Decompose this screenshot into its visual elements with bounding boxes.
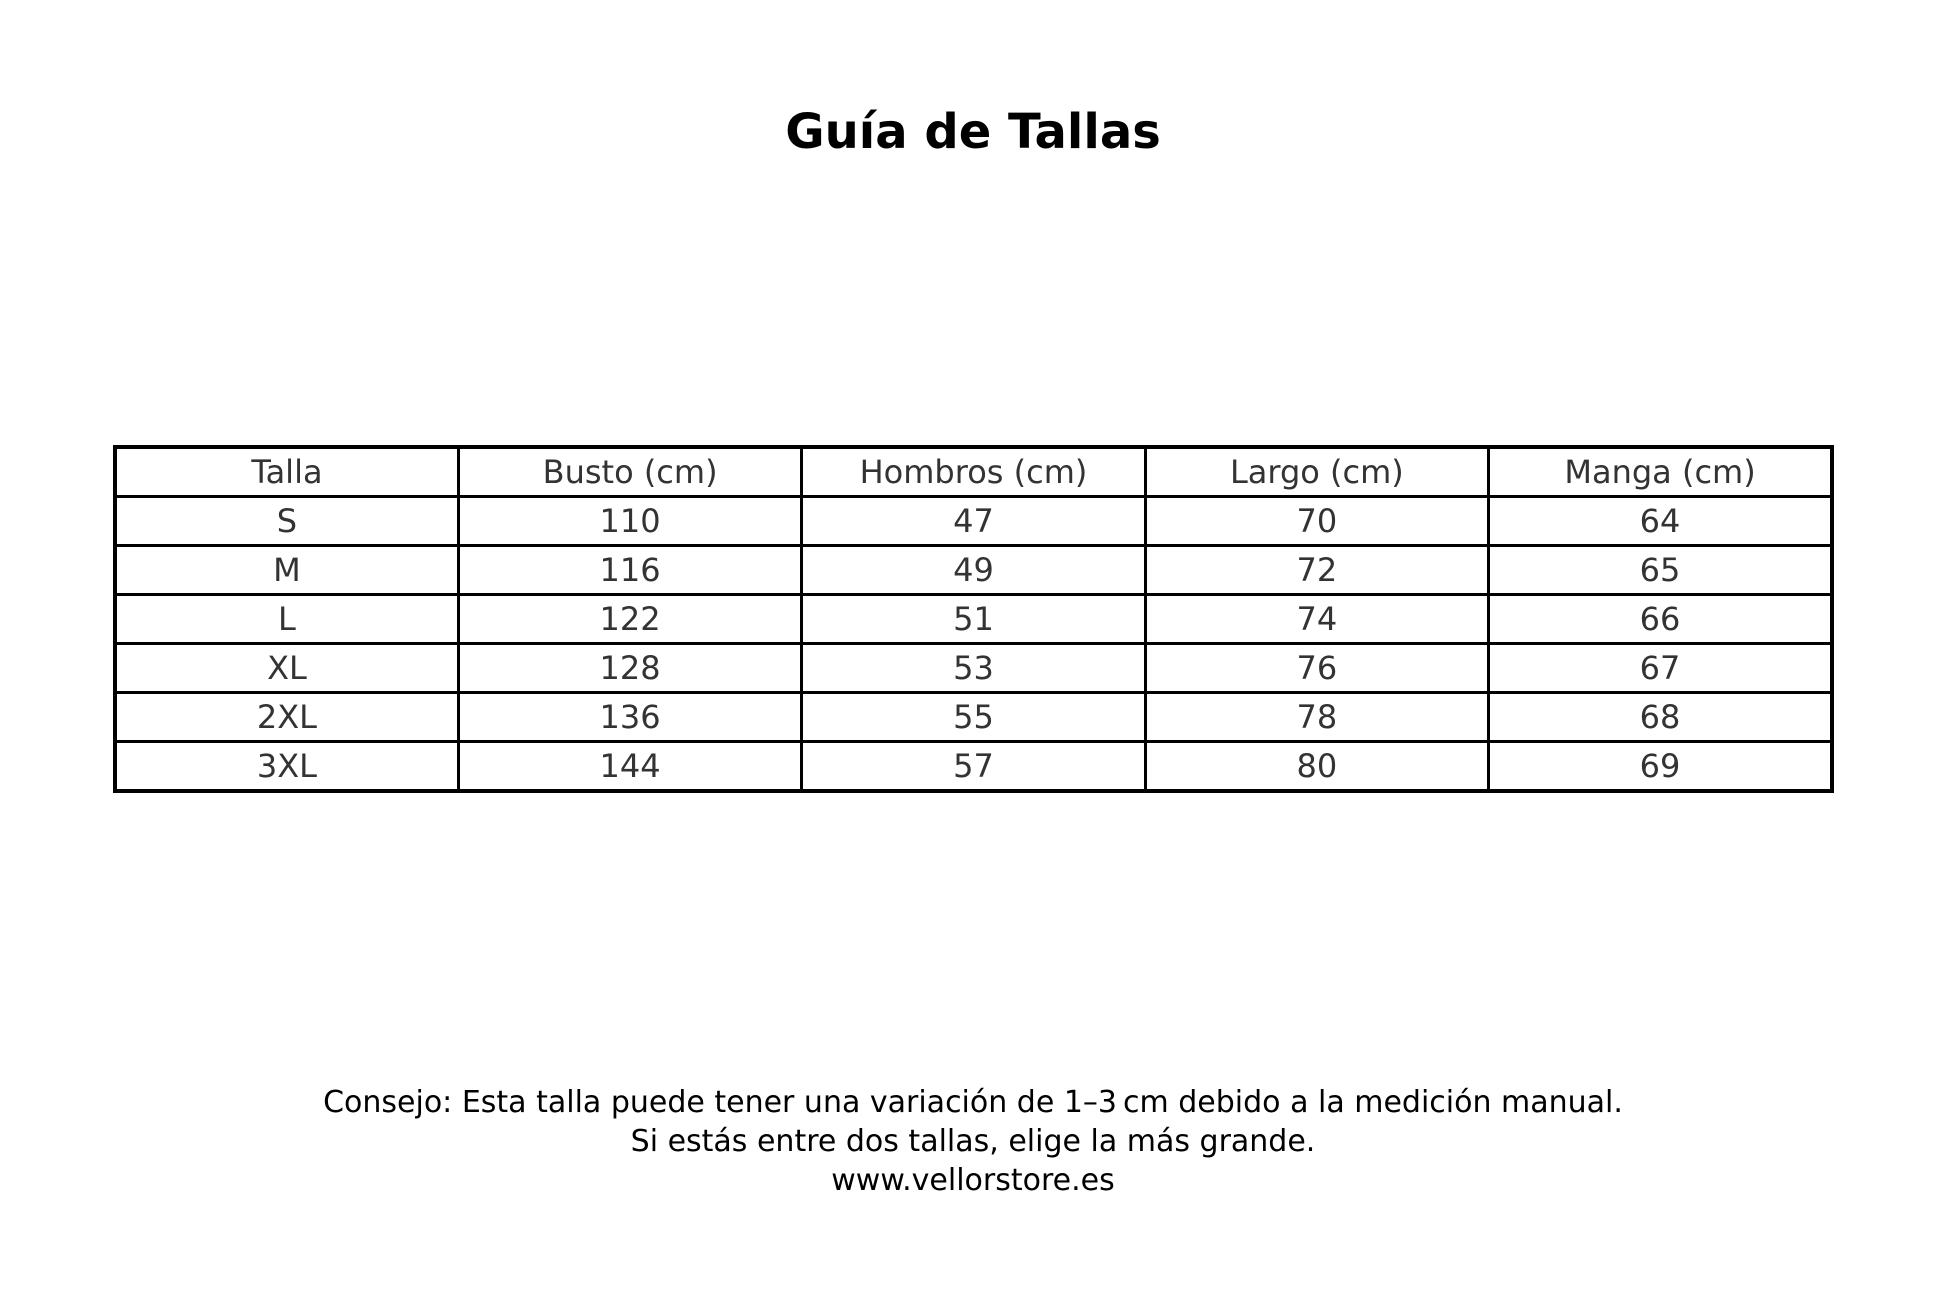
table-row-l <box>115 595 1832 644</box>
cell-manga: 67 <box>1489 644 1832 693</box>
cell-manga: 65 <box>1489 546 1832 595</box>
cell-busto: 144 <box>458 742 801 792</box>
cell-largo: 72 <box>1145 546 1488 595</box>
col-header-largo: Largo (cm) <box>1145 447 1488 497</box>
header-row <box>115 447 1832 497</box>
cell-manga: 66 <box>1489 595 1832 644</box>
cell-size-label: 3XL <box>115 742 458 792</box>
col-header-hombros: Hombros (cm) <box>802 447 1145 497</box>
cell-hombros: 47 <box>802 497 1145 546</box>
page-title: Guía de Tallas <box>785 104 1161 160</box>
table-row-m <box>115 546 1832 595</box>
cell-hombros: 55 <box>802 693 1145 742</box>
cell-hombros: 53 <box>802 644 1145 693</box>
size-guide-table <box>113 445 1834 793</box>
cell-busto: 116 <box>458 546 801 595</box>
cell-hombros: 49 <box>802 546 1145 595</box>
cell-size-label: M <box>115 546 458 595</box>
footer-store-url: www.vellorstore.es <box>831 1163 1115 1198</box>
cell-size-label: XL <box>115 644 458 693</box>
col-header-busto: Busto (cm) <box>458 447 801 497</box>
table-row-3xl <box>115 742 1832 792</box>
cell-busto: 136 <box>458 693 801 742</box>
cell-manga: 64 <box>1489 497 1832 546</box>
table-body <box>115 497 1832 792</box>
cell-size-label: 2XL <box>115 693 458 742</box>
cell-largo: 74 <box>1145 595 1488 644</box>
col-header-talla: Talla <box>115 447 458 497</box>
cell-largo: 80 <box>1145 742 1488 792</box>
cell-largo: 70 <box>1145 497 1488 546</box>
cell-hombros: 51 <box>802 595 1145 644</box>
cell-largo: 78 <box>1145 693 1488 742</box>
cell-size-label: S <box>115 497 458 546</box>
footer-sizing-tip-line: Si estás entre dos tallas, elige la más grande. <box>630 1124 1316 1159</box>
cell-largo: 76 <box>1145 644 1488 693</box>
cell-busto: 128 <box>458 644 801 693</box>
footer-advice-line: Consejo: Esta talla puede tener una variación de 1–3 cm debido a la medición manual. <box>323 1085 1623 1120</box>
table-header <box>115 447 1832 497</box>
cell-size-label: L <box>115 595 458 644</box>
cell-busto: 122 <box>458 595 801 644</box>
cell-busto: 110 <box>458 497 801 546</box>
cell-hombros: 57 <box>802 742 1145 792</box>
table-row-xl <box>115 644 1832 693</box>
table-row-s <box>115 497 1832 546</box>
col-header-manga: Manga (cm) <box>1489 447 1832 497</box>
cell-manga: 69 <box>1489 742 1832 792</box>
footer-note <box>0 1083 1946 1200</box>
table-row-2xl <box>115 693 1832 742</box>
cell-manga: 68 <box>1489 693 1832 742</box>
